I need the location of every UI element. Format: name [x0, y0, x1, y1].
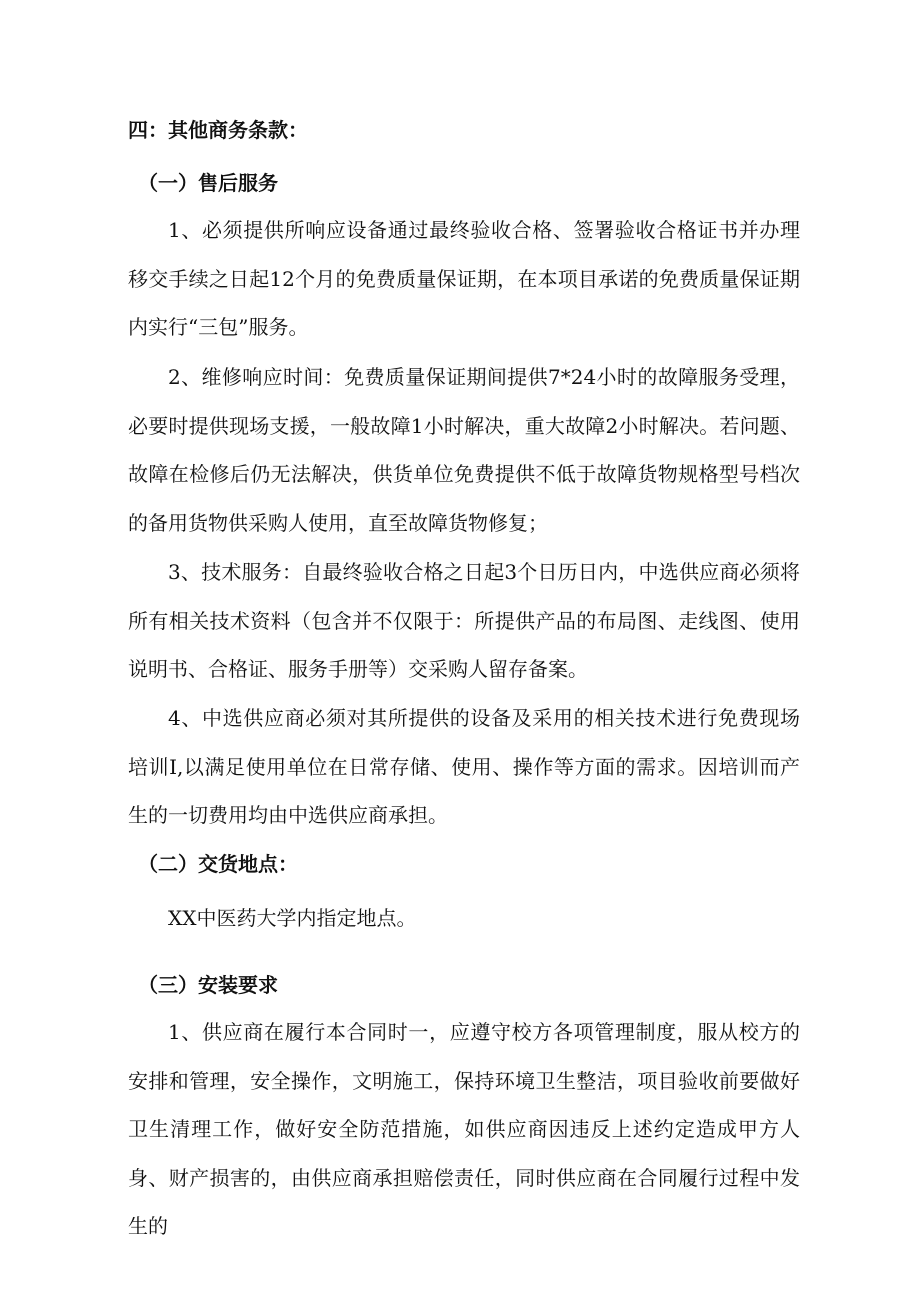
installation-item-1: 1、供应商在履行本合同时一，应遵守校方各项管理制度，服从校方的安排和管理，安全操作，文明施工，保持环境卫生整洁，项目验收前要做好卫生清理工作，做好安全防范措施，如供应商因违反上述约定造成甲方人身、财产损害的，由供应商承担赔偿责任，同时供应商在合同履行过程中发生的	[128, 1020, 800, 1239]
delivery-heading: （二）交货地点：	[138, 852, 298, 876]
after-sales-item-3: 3、技术服务：自最终验收合格之日起3个日历日内，中选供应商必须将所有相关技术资料（包含并不仅限于：所提供产品的布局图、走线图、使用说明书、合格证、服务手册等）交采购人留存备案。	[128, 560, 800, 682]
section-title: 四：其他商务条款：	[128, 118, 308, 142]
installation-heading: （三）安装要求	[138, 973, 278, 997]
delivery-location: XX中医药大学内指定地点。	[168, 906, 417, 930]
after-sales-item-2: 2、维修响应时间：免费质量保证期间提供7*24小时的故障服务受理，必要时提供现场支援，一般故障1小时解决，重大故障2小时解决。若问题、故障在检修后仍无法解决，供货单位免费提供不低于故障货物规格型号档次的备用货物供采购人使用，直至故障货物修复；	[128, 365, 800, 535]
after-sales-item-1: 1、必须提供所响应设备通过最终验收合格、签署验收合格证书并办理移交手续之日起12个月的免费质量保证期，在本项目承诺的免费质量保证期内实行“三包”服务。	[128, 218, 800, 340]
after-sales-item-4: 4、中选供应商必须对其所提供的设备及采用的相关技术进行免费现场培训I,以满足使用单位在日常存储、使用、操作等方面的需求。因培训而产生的一切费用均由中选供应商承担。	[128, 706, 800, 828]
after-sales-heading: （一）售后服务	[138, 171, 278, 195]
